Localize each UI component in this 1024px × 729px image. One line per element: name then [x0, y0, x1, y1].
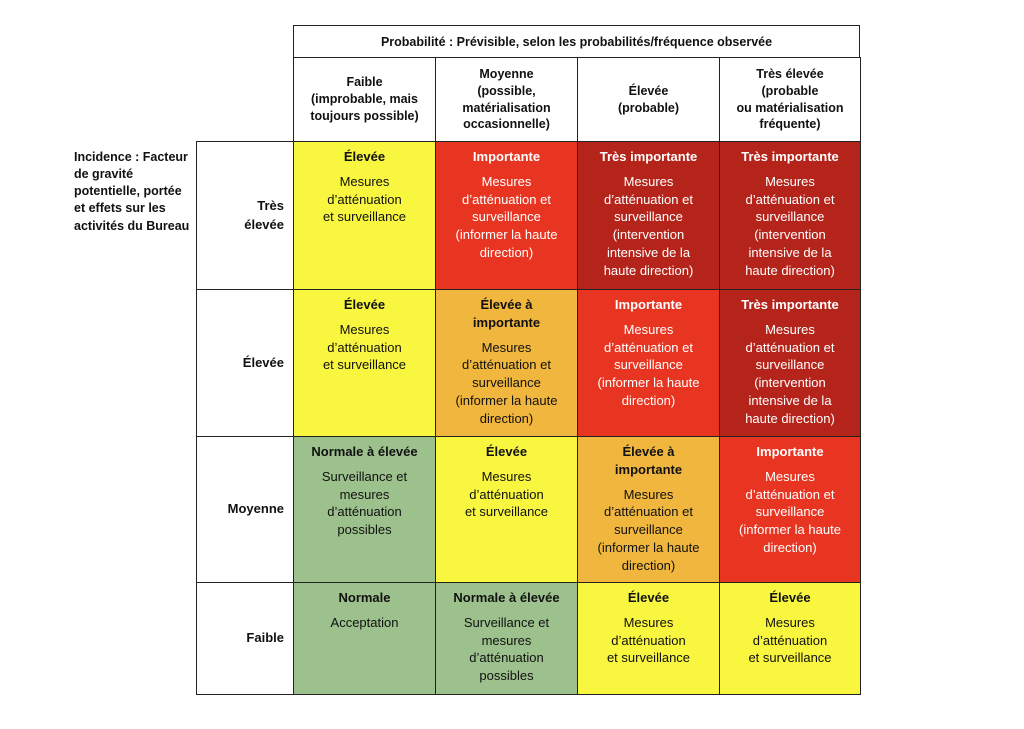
- risk-cell: [435, 289, 578, 437]
- risk-cell: [435, 436, 578, 583]
- risk-action: Mesures d’atténuation et surveillance (informer la haute direction): [739, 468, 841, 555]
- risk-level: Normale à élevée: [311, 444, 418, 459]
- risk-level: Élevée: [769, 590, 811, 605]
- risk-level: Importante: [614, 297, 683, 312]
- risk-cell: [435, 582, 578, 695]
- risk-cell: [293, 436, 436, 583]
- risk-action: Mesures d’atténuation et surveillance (intervention intensive de la haute direction): [603, 173, 694, 278]
- risk-action: Surveillance et mesures d’atténuation possibles: [463, 614, 550, 684]
- risk-action: Mesures d’atténuation et surveillance (intervention intensive de la haute direction): [745, 321, 835, 426]
- risk-action: Surveillance et mesures d’atténuation possibles: [321, 468, 408, 538]
- risk-level: Élevée: [343, 149, 386, 164]
- risk-cell: [577, 289, 720, 437]
- risk-action: Mesures d’atténuation et surveillance: [606, 614, 691, 666]
- probability-column-header: Élevée (probable): [577, 57, 720, 142]
- risk-action: Mesures d’atténuation et surveillance: [322, 173, 407, 225]
- risk-cell: [293, 289, 436, 437]
- risk-cell: [577, 141, 720, 290]
- risk-action: Mesures d’atténuation et surveillance (intervention intensive de la haute direction): [745, 173, 835, 278]
- risk-action: Mesures d’atténuation et surveillance (informer la haute direction): [597, 321, 700, 408]
- risk-action: Mesures d’atténuation et surveillance: [464, 468, 549, 520]
- risk-action: Mesures d’atténuation et surveillance (informer la haute direction): [597, 486, 700, 573]
- risk-level: Normale: [338, 590, 391, 605]
- risk-level: Élevée: [627, 590, 670, 605]
- risk-level: Importante: [472, 149, 541, 164]
- probability-column-header: Très élevée (probable ou matérialisation fréquente): [719, 57, 861, 142]
- incidence-row-header: Très élevée: [196, 141, 294, 290]
- incidence-row-header: Faible: [196, 582, 294, 695]
- probability-column-header: Faible (improbable, mais toujours possible): [293, 57, 436, 142]
- risk-cell: [577, 582, 720, 695]
- risk-cell: [577, 436, 720, 583]
- risk-level: Élevée: [343, 297, 386, 312]
- incidence-row-header: Moyenne: [196, 436, 294, 583]
- incidence-label: Incidence : Facteur de gravité potentielle, portée et effets sur les activités du Bureau: [74, 150, 190, 233]
- risk-level: Élevée: [485, 444, 528, 459]
- risk-action: Acceptation: [330, 614, 399, 630]
- risk-cell: [719, 436, 861, 583]
- risk-cell: [293, 141, 436, 290]
- risk-cell: [293, 582, 436, 695]
- risk-action: Mesures d’atténuation et surveillance (informer la haute direction): [455, 339, 558, 426]
- risk-level: Très importante: [599, 149, 698, 164]
- risk-cell: [719, 141, 861, 290]
- risk-level: Normale à élevée: [453, 590, 560, 605]
- risk-level: Très importante: [741, 297, 839, 312]
- risk-level: Élevée à importante: [614, 444, 683, 477]
- risk-action: Mesures d’atténuation et surveillance (informer la haute direction): [455, 173, 558, 260]
- risk-action: Mesures d’atténuation et surveillance: [748, 614, 832, 666]
- probability-column-header: Moyenne (possible, matérialisation occasionnelle): [435, 57, 578, 142]
- risk-action: Mesures d’atténuation et surveillance: [322, 321, 407, 373]
- probability-title: Probabilité : Prévisible, selon les probabilités/fréquence observée: [293, 25, 860, 58]
- risk-level: Importante: [756, 444, 824, 459]
- risk-level: Très importante: [741, 149, 839, 164]
- risk-cell: [719, 582, 861, 695]
- risk-cell: [719, 289, 861, 437]
- incidence-row-header: Élevée: [196, 289, 294, 437]
- risk-cell: [435, 141, 578, 290]
- risk-level: Élevée à importante: [472, 297, 541, 330]
